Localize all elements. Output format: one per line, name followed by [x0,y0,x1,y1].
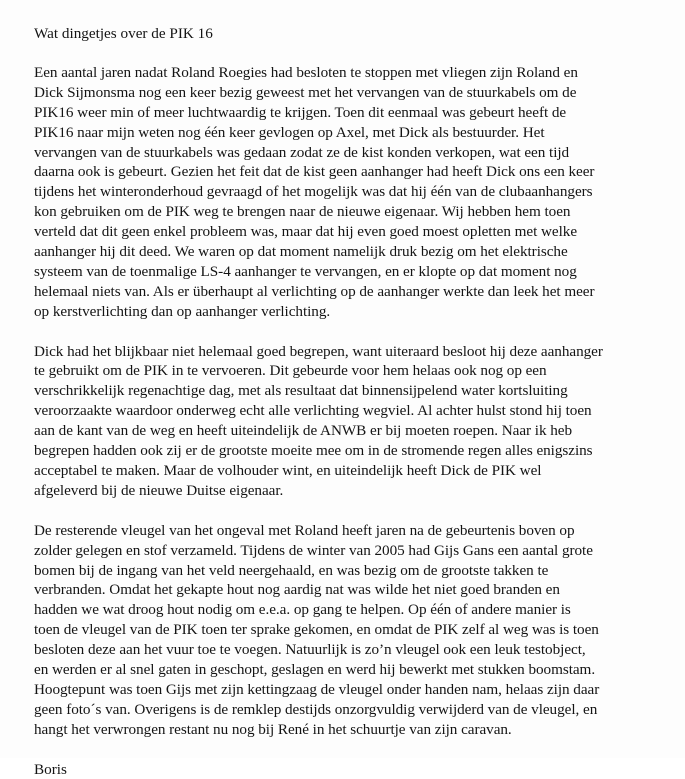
paragraph-3: De resterende vleugel van het ongeval met Roland heeft jaren na de gebeurtenis boven op zolder gelegen en stof verzameld. Tijdens de winter van 2005 had Gijs Gans een aantal grote bomen bij de ingang van het veld neergehaald, en was bezig om de grootste takken te verbranden. Omdat het gekapte hout nog aardig nat was wilde het niet goed branden en hadden we wat droog hout nodig om e.e.a. op gang te helpen. Op één of andere manier is toen de vleugel van de PIK toen ter sprake gekomen, en omdat de PIK zelf al weg was is toen besloten deze aan het vuur toe te voegen. Natuurlijk is zo’n vleugel ook een leuk testobject, en werden er al snel gaten in geschopt, geslagen en werd hij bewerkt met stukken boomstam. Hoogtepunt was toen Gijs met zijn kettingzaag de vleugel onder handen nam, helaas zijn daar geen foto´s van. Overigens is de remklep destijds onzorgvuldig verwijderd van de vleugel, en hangt het verwrongen restant nu nog bij René in het schuurtje van zijn caravan. [34,521,600,738]
signature: Boris [34,760,67,778]
document-title: Wat dingetjes over de PIK 16 [34,25,213,42]
paragraph-1: Een aantal jaren nadat Roland Roegies had besloten te stoppen met vliegen zijn Roland en Dick Sijmonsma nog een keer bezig geweest met het vervangen van de stuurkabels om de PIK16 weer min of meer luchtwaardig te krijgen. Toen dit eenmaal was gebeurt heeft de PIK16 naar mijn weten nog één keer gevlogen op Axel, met Dick als bestuurder. Het vervangen van de stuurkabels was gedaan zodat ze de kist konden verkopen, wat een tijd daarna ook is gebeurt. Gezien het feit dat de kist geen aanhanger had heeft Dick ons een keer tijdens het winteronderhoud gevraagd of het mogelijk was dat hij één van de clubaanhangers kon gebruiken om de PIK weg te brengen naar de nieuwe eigenaar. Wij hebben hem toen verteld dat dit geen enkel probleem was, maar dat hij even goed moest opletten met welke aanhanger hij dit deed. We waren op dat moment namelijk druk bezig om het elektrische systeem van de toenmalige LS-4 aanhanger te vervangen, en er klopte op dat moment nog helemaal niets van. Als er überhaupt al verlichting op de aanhanger werkte dan leek het meer op kerstverlichting dan op aanhanger verlichting. [34,63,595,320]
paragraph-2: Dick had het blijkbaar niet helemaal goed begrepen, want uiteraard besloot hij deze aanhanger te gebruikt om de PIK in te vervoeren. Dit gebeurde voor hem helaas ook nog op een verschrikkelijk regenachtige dag, met als resultaat dat binnensijpelend water kortsluiting veroorzaakte waardoor onderweg echt alle verlichting wegviel. Al achter hulst stond hij toen aan de kant van de weg en heeft uiteindelijk de ANWB er bij moeten roepen. Naar ik heb begrepen hadden ook zij er de grootste moeite mee om in de stromende regen alles enigszins acceptabel te maken. Maar de volhouder wint, en uiteindelijk heeft Dick de PIK wel afgeleverd bij de nieuwe Duitse eigenaar. [34,342,603,499]
